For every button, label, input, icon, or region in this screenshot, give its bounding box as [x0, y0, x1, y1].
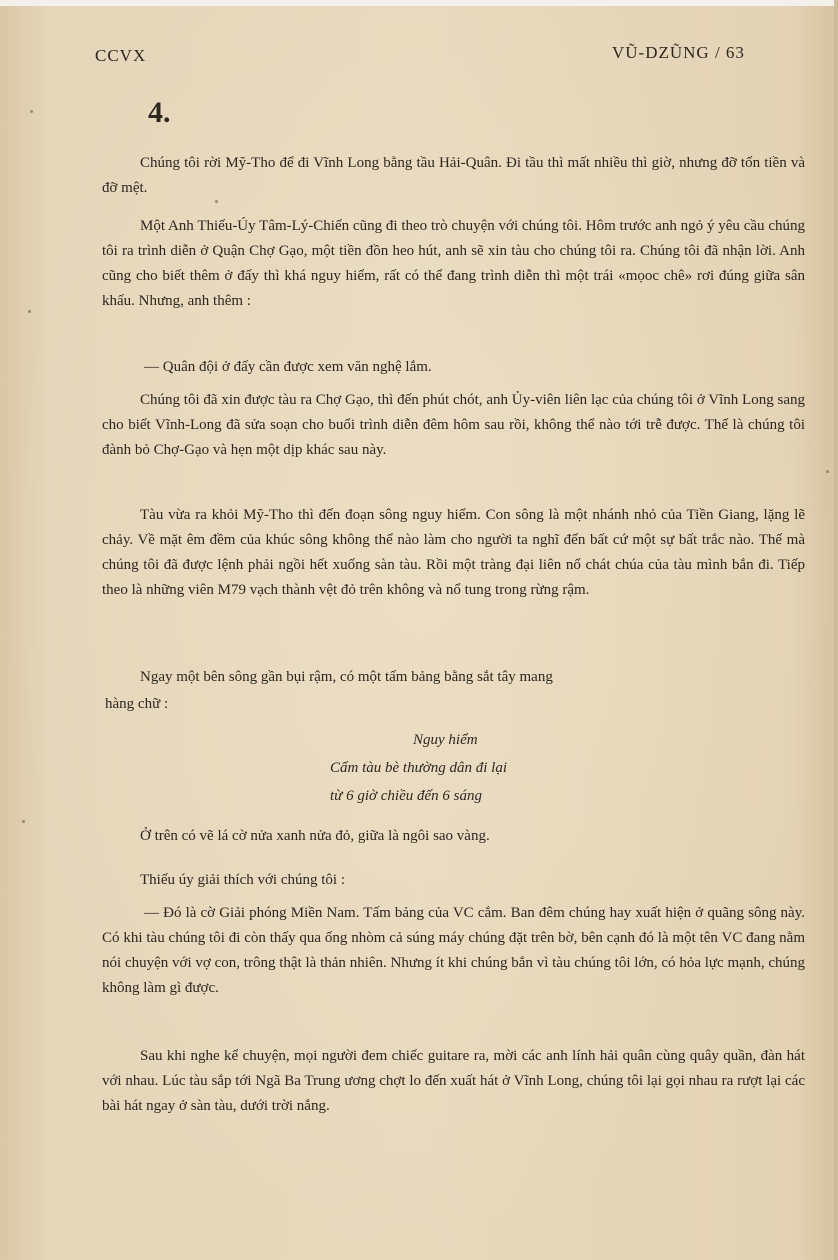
paper-speck	[30, 110, 33, 113]
paragraph-2: Một Anh Thiếu-Úy Tâm-Lý-Chiến cũng đi theo trò chuyện với chúng tôi. Hôm trước anh ngỏ ý yêu cầu chúng tôi ra trình diễn ở Quận Chợ Gạo, một tiền đồn heo hút, anh sẽ xin tàu cho chúng tôi ra. Chúng tôi đã nhận lời. Anh cũng cho biết thêm ở đấy thì khá nguy hiểm, rất có thể đang trình diễn thì một trái «mọoc chê» rơi đúng giữa sân khấu. Nhưng, anh thêm :	[102, 218, 805, 309]
paragraph-10: Sau khi nghe kể chuyện, mọi người đem chiếc guitare ra, mời các anh lính hải quân cùng quây quần, đàn hát với nhau. Lúc tàu sắp tới Ngã Ba Trung ương chợt lo đến xuất hát ở Vĩnh Long, chúng tôi lại gọi nhau ra rượt lại các bài hát ngay ở sàn tàu, dưới trời nắng.	[102, 1048, 805, 1114]
sign-line-2: Cấm tàu bè thường dân đi lại	[330, 760, 508, 776]
paragraph-4: Chúng tôi đã xin được tàu ra Chợ Gạo, thì đến phút chót, anh Ủy-viên liên lạc của chúng tôi ở Vĩnh Long sang cho biết Vĩnh-Long đã sửa soạn cho buổi trình diễn đêm hôm sau rồi, không thể nào tới trễ được. Thế là chúng tôi đành bỏ Chợ-Gạo và hẹn một dịp khác sau này.	[102, 392, 805, 458]
paragraph-7: Ở trên có vẽ lá cờ nửa xanh nửa đỏ, giữa là ngôi sao vàng.	[140, 828, 490, 844]
sign-line-3: từ 6 giờ chiều đến 6 sáng	[330, 788, 482, 804]
sign-line-1: Nguy hiểm	[413, 732, 478, 748]
chapter-number: 4.	[148, 96, 171, 129]
paragraph-8: Thiếu úy giải thích với chúng tôi :	[140, 872, 345, 888]
page-right-edge	[834, 0, 838, 1260]
running-header-left: CCVX	[95, 46, 147, 65]
sign-inscription	[330, 726, 590, 810]
paragraph-1: Chúng tôi rời Mỹ-Tho để đi Vĩnh Long bằng tầu Hải-Quân. Đi tầu thì mất nhiều thì giờ, nhưng đỡ tốn tiền và đỡ mệt.	[102, 155, 805, 196]
paragraph-6: Ngay một bên sông gần bụi rậm, có một tấm bảng bằng sắt tây mang	[140, 669, 553, 685]
paper-speck	[826, 470, 829, 473]
paragraph-5: Tàu vừa ra khỏi Mỹ-Tho thì đến đoạn sông nguy hiểm. Con sông là một nhánh nhỏ của Tiền Giang, lặng lẽ chảy. Về mặt êm đềm của khúc sông không thể nào làm cho người ta nghĩ đến bất cứ một sự bất trắc nào. Thế mà chúng tôi đã được lệnh phải ngồi hết xuống sàn tàu. Rồi một tràng đại liên nổ chát chúa của tàu mình bắn đi. Tiếp theo là những viên M79 vạch thành vệt đỏ trên không và nổ tung trong rừng rậm.	[102, 507, 805, 598]
paragraph-9: — Đó là cờ Giải phóng Miền Nam. Tấm bảng của VC cắm. Ban đêm chúng hay xuất hiện ở quãng sông này. Có khi tàu chúng tôi đi còn thấy qua ống nhòm cả súng máy chúng đặt trên bờ, bên cạnh đó là một tên VC đang nằm nói chuyện với vợ con, trông thật là thản nhiên. Nhưng ít khi chúng bắn vì tàu chúng tôi lớn, có hỏa lực mạnh, chúng không làm gì được.	[102, 905, 805, 996]
paper-speck	[28, 310, 31, 313]
running-header-right: VŨ-DZŨNG / 63	[612, 43, 745, 62]
paragraph-3: — Quân đội ở đấy cần được xem văn nghệ lắm.	[144, 359, 432, 375]
sign-intro: hàng chữ :	[105, 696, 169, 712]
page-top-edge	[0, 0, 838, 6]
paper-speck	[22, 820, 25, 823]
